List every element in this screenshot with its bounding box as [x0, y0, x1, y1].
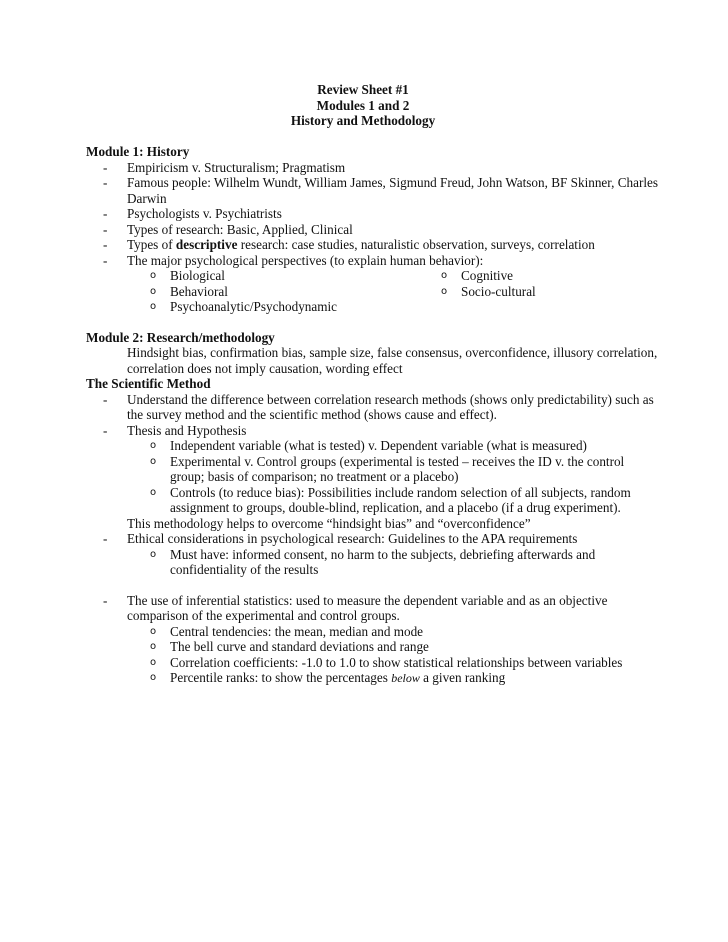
methodology-note: This methodology helps to overcome “hindsight bias” and “overconfidence”	[127, 515, 531, 531]
sub-item-text: Correlation coefficients: -1.0 to 1.0 to show statistical relationships between variables	[170, 654, 623, 670]
module2-heading: Module 2: Research/methodology	[86, 329, 275, 345]
module1-bullet	[86, 175, 666, 206]
perspective-item: Socio-cultural	[461, 283, 536, 299]
circle-marker: o	[150, 548, 157, 560]
bullet-text: Darwin	[127, 190, 167, 206]
sub-item	[86, 438, 666, 454]
perspective-row	[86, 299, 666, 315]
sub-item-text-pre: Percentile ranks: to show the percentages	[170, 670, 392, 685]
dash-marker: -	[103, 237, 108, 252]
dash-marker: -	[103, 592, 108, 608]
dash-marker: -	[103, 175, 108, 190]
sub-item-text: confidentiality of the results	[170, 562, 319, 577]
bullet-text: Thesis and Hypothesis	[127, 422, 247, 438]
bullet-text	[127, 237, 666, 253]
sub-item	[86, 670, 666, 687]
perspective-item: Biological	[170, 268, 225, 283]
module2-paragraph: correlation does not imply causation, wording effect	[127, 360, 403, 376]
module1-bullet	[86, 206, 666, 222]
bullet-text: Types of research: Basic, Applied, Clinical	[127, 221, 353, 237]
dash-marker: -	[103, 531, 108, 546]
bullet-text: The major psychological perspectives (to explain human behavior):	[127, 252, 484, 268]
bullet-text: Ethical considerations in psychological research: Guidelines to the APA requirements	[127, 531, 578, 546]
dash-marker: -	[103, 391, 108, 407]
perspective-item: Psychoanalytic/Psychodynamic	[170, 299, 338, 314]
sub-item-text-post: a given ranking	[419, 670, 506, 685]
scientific-bullet	[86, 392, 666, 423]
bullet-text: the survey method and the scientific method (shows cause and effect).	[127, 407, 497, 422]
perspective-item: Cognitive	[461, 268, 514, 283]
module1-bullet	[86, 237, 666, 253]
bullet-text-post: research: case studies, naturalistic observation, surveys, correlation	[237, 237, 595, 252]
circle-marker: o	[150, 270, 157, 281]
circle-marker: o	[150, 440, 157, 451]
bullet-text-pre: Types of	[127, 237, 176, 252]
sub-item-text: Independent variable (what is tested) v. Dependent variable (what is measured)	[170, 438, 587, 453]
sub-item	[86, 655, 666, 671]
dash-marker: -	[103, 252, 108, 268]
sub-item	[86, 485, 666, 516]
module1-bullet	[86, 253, 666, 269]
title-line-2: Modules 1 and 2	[316, 97, 410, 113]
title-line-3: History and Methodology	[290, 113, 436, 128]
sub-item-text: Controls (to reduce bias): Possibilities include random selection of all subjects, random	[170, 484, 631, 500]
bullet-text: Famous people: Wilhelm Wundt, William James, Sigmund Freud, John Watson, BF Skinner, Charles	[127, 175, 659, 190]
sub-item-text: group; basis of comparison; no treatment or a placebo)	[170, 469, 459, 484]
sub-item-text: Experimental v. Control groups (experimental is tested – receives the ID v. the control	[170, 453, 625, 469]
scientific-method-heading: The Scientific Method	[86, 376, 211, 391]
circle-marker: o	[150, 455, 157, 467]
circle-marker: o	[150, 672, 157, 683]
circle-marker: o	[150, 301, 157, 312]
circle-marker: o	[150, 625, 157, 637]
circle-marker: o	[150, 486, 157, 498]
circle-marker: o	[441, 270, 448, 281]
sub-item-text	[170, 670, 666, 687]
dash-marker: -	[103, 206, 108, 221]
module2-paragraph: Hindsight bias, confirmation bias, sample size, false consensus, overconfidence, illusory correlation,	[127, 345, 658, 360]
bullet-text: The use of inferential statistics: used to measure the dependent variable and as an objective	[127, 592, 608, 608]
bullet-text: Understand the difference between correlation research methods (shows only predictability) such as	[127, 391, 654, 407]
document-body	[86, 144, 666, 687]
spacer	[86, 315, 666, 330]
perspective-item: Behavioral	[170, 283, 228, 299]
sub-item-text: The bell curve and standard deviations and range	[170, 639, 429, 654]
circle-marker: o	[441, 285, 448, 297]
perspective-row	[86, 284, 666, 300]
scientific-bullet	[86, 593, 666, 624]
dash-marker: -	[103, 159, 108, 175]
spacer	[86, 578, 666, 593]
dash-marker: -	[103, 422, 108, 438]
bullet-text-bold: descriptive	[175, 237, 238, 252]
module1-bullet	[86, 160, 666, 176]
scientific-bullet	[86, 531, 666, 547]
title-block	[290, 82, 436, 129]
circle-marker: o	[150, 285, 157, 297]
sub-item	[86, 454, 666, 485]
bullet-text: Empiricism v. Structuralism; Pragmatism	[127, 159, 346, 175]
sub-item	[86, 624, 666, 640]
circle-marker: o	[150, 656, 157, 668]
module1-bullet	[86, 222, 666, 238]
title-line-1: Review Sheet #1	[317, 82, 409, 97]
sub-item-text: assignment to groups, double-blind, replication, and a placebo (if a drug experiment).	[170, 500, 621, 515]
module1-heading: Module 1: History	[86, 144, 190, 159]
sub-item-text-emphasis: below	[391, 671, 420, 685]
bullet-text: comparison of the experimental and control groups.	[127, 608, 400, 623]
sub-item-text: Central tendencies: the mean, median and mode	[170, 623, 424, 639]
perspective-row	[86, 268, 666, 284]
scientific-bullet	[86, 423, 666, 439]
circle-marker: o	[150, 641, 157, 652]
sub-item	[86, 639, 666, 655]
sub-item	[86, 547, 666, 578]
sub-item-text: Must have: informed consent, no harm to the subjects, debriefing afterwards and	[170, 546, 596, 562]
bullet-text: Psychologists v. Psychiatrists	[127, 206, 282, 221]
dash-marker: -	[103, 221, 108, 237]
